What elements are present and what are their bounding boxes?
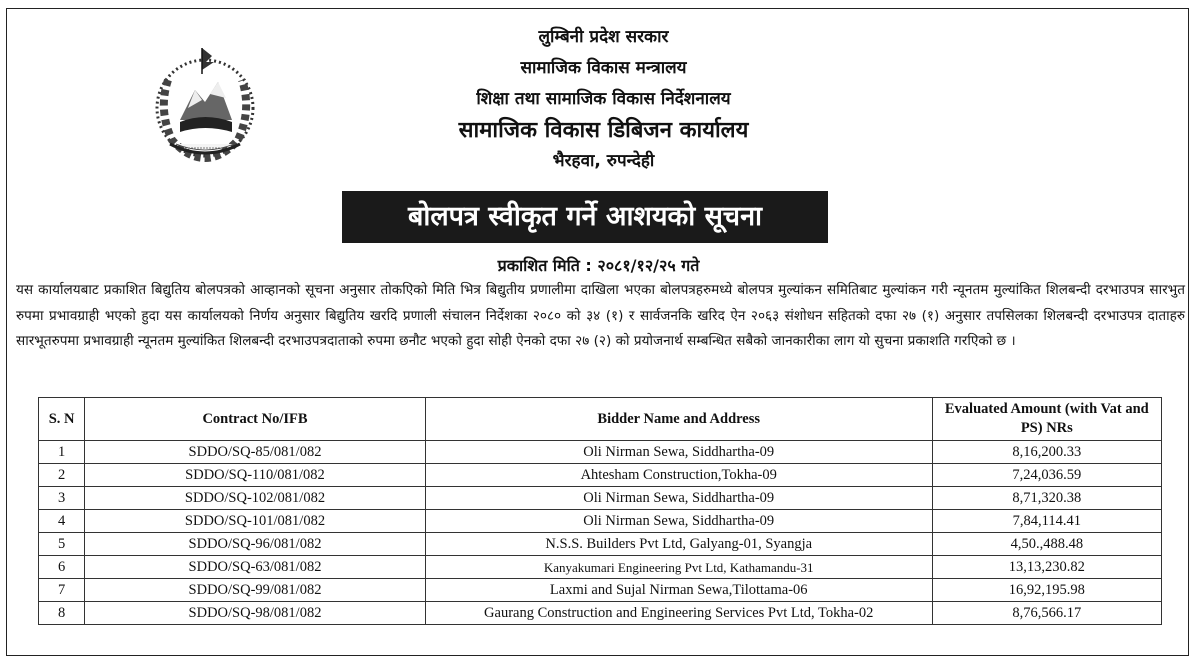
cell-bidder: Kanyakumari Engineering Pvt Ltd, Kathamandu-31	[425, 556, 932, 579]
cell-sn: 5	[39, 533, 85, 556]
header-province: लुम्बिनी प्रदेश सरकार	[538, 27, 669, 47]
cell-amount: 16,92,195.98	[932, 579, 1161, 602]
cell-bidder: Oli Nirman Sewa, Siddhartha-09	[425, 441, 932, 464]
cell-contract: SDDO/SQ-102/081/082	[85, 487, 426, 510]
table-row	[39, 487, 1162, 510]
cell-contract: SDDO/SQ-98/081/082	[85, 602, 426, 625]
cell-sn: 2	[39, 464, 85, 487]
table-row	[39, 602, 1162, 625]
office-header	[300, 22, 907, 177]
notice-paragraph: यस कार्यालयबाट प्रकाशित बिद्युतिय बोलपत्रको आव्हानको सूचना अनुसार तोकएिको मिति भित्र बिद्युतीय प्रणालीमा दाखिला भएका बोलपत्रहरुमध्ये बोलपत्र मुल्यांकन समितिबाट मुल्यांकन गरी न्यूनतम मुल्यांकित शिलबन्दी दरभाउपत्र सारभुत रुपमा प्रभावग्राही भएको हुदा यस कार्यालयको निर्णय अनुसार बिद्युतिय खरदि प्रणाली संचालन निर्देशका २०८० को ३४ (१) र सार्वजनकि खरिद ऐन २०६३ संशोधन सहितको दफा २७ (१) अनुसार तपसिलका शिलबन्दी दरभाउपत्र दाताहरु सारभूतरुपमा प्रभावग्राही न्यूनतम मुल्यांकित शिलबन्दी दरभाउपत्रदाताको रुपमा छनौट भएको हुदा सोही ऐनको दफा २७ (२) को प्रयोजनार्थ सम्बन्धित सबैको जानकारीका लाग यो सुचना प्रकाशति गरएिको छ ।	[16, 282, 1185, 349]
table-row	[39, 464, 1162, 487]
cell-amount: 8,76,566.17	[932, 602, 1161, 625]
header-sn: S. N	[39, 398, 85, 441]
header-amount: Evaluated Amount (with Vat and PS) NRs	[932, 398, 1161, 441]
cell-bidder: Ahtesham Construction,Tokha-09	[425, 464, 932, 487]
cell-contract: SDDO/SQ-101/081/082	[85, 510, 426, 533]
header-directorate: शिक्षा तथा सामाजिक विकास निर्देशनालय	[476, 89, 731, 109]
cell-amount: 8,71,320.38	[932, 487, 1161, 510]
cell-bidder: Laxmi and Sujal Nirman Sewa,Tilottama-06	[425, 579, 932, 602]
cell-sn: 8	[39, 602, 85, 625]
notice-title-banner: बोलपत्र स्वीकृत गर्ने आशयको सूचना	[342, 191, 828, 243]
cell-bidder: Gaurang Construction and Engineering Services Pvt Ltd, Tokha-02	[425, 602, 932, 625]
cell-sn: 7	[39, 579, 85, 602]
table-row	[39, 533, 1162, 556]
cell-amount: 13,13,230.82	[932, 556, 1161, 579]
header-location: भैरहवा, रुपन्देही	[552, 151, 655, 171]
cell-amount: 7,24,036.59	[932, 464, 1161, 487]
cell-bidder: Oli Nirman Sewa, Siddhartha-09	[425, 510, 932, 533]
cell-bidder: N.S.S. Builders Pvt Ltd, Galyang-01, Syangja	[425, 533, 932, 556]
cell-contract: SDDO/SQ-99/081/082	[85, 579, 426, 602]
table-row	[39, 510, 1162, 533]
header-contract: Contract No/IFB	[85, 398, 426, 441]
table-header-row	[39, 398, 1162, 441]
table-row	[39, 556, 1162, 579]
cell-sn: 6	[39, 556, 85, 579]
nepal-government-emblem-icon	[140, 40, 270, 170]
bid-results-table	[38, 397, 1162, 625]
cell-bidder: Oli Nirman Sewa, Siddhartha-09	[425, 487, 932, 510]
cell-amount: 7,84,114.41	[932, 510, 1161, 533]
cell-contract: SDDO/SQ-63/081/082	[85, 556, 426, 579]
cell-sn: 3	[39, 487, 85, 510]
cell-contract: SDDO/SQ-96/081/082	[85, 533, 426, 556]
cell-contract: SDDO/SQ-85/081/082	[85, 441, 426, 464]
table-row	[39, 579, 1162, 602]
published-date: प्रकाशित मिति : २०८१/१२/२५ गते	[497, 256, 700, 275]
header-ministry: सामाजिक विकास मन्त्रालय	[520, 58, 687, 78]
table-row	[39, 441, 1162, 464]
cell-sn: 1	[39, 441, 85, 464]
header-bidder: Bidder Name and Address	[425, 398, 932, 441]
cell-contract: SDDO/SQ-110/081/082	[85, 464, 426, 487]
header-office: सामाजिक विकास डिबिजन कार्यालय	[458, 118, 749, 143]
cell-amount: 8,16,200.33	[932, 441, 1161, 464]
cell-sn: 4	[39, 510, 85, 533]
cell-amount: 4,50.,488.48	[932, 533, 1161, 556]
